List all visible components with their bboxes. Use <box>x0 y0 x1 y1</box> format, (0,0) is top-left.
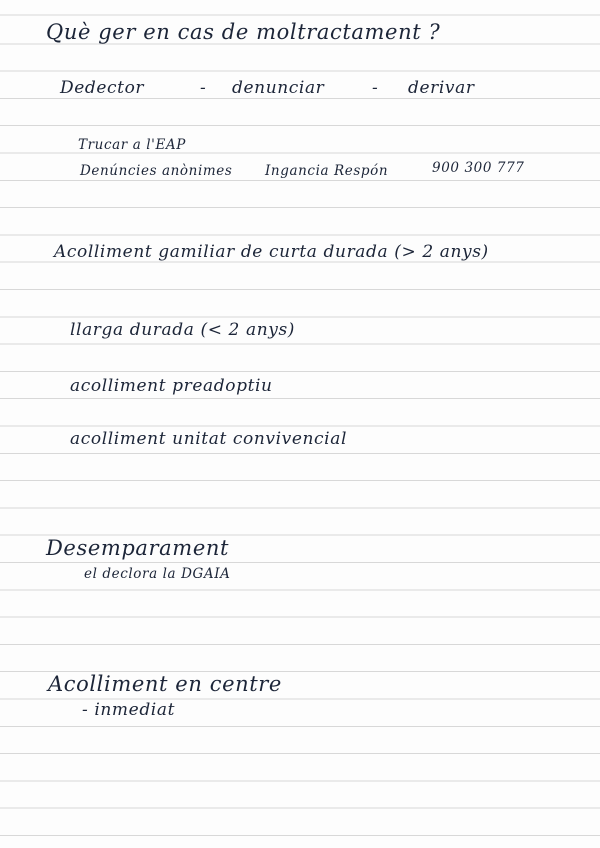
contact-phone: 900 300 777 <box>432 160 525 176</box>
step-report: denunciar <box>232 78 325 98</box>
center-title: Acolliment en centre <box>48 672 282 696</box>
step-refer: derivar <box>408 78 475 98</box>
step-dash: - <box>200 78 207 98</box>
abandonment-title: Desemparament <box>46 536 230 560</box>
contact-anonymous: Denúncies anònimes <box>80 163 233 179</box>
center-detail: - inmediat <box>82 700 176 720</box>
contact-call: Trucar a l'EAP <box>78 137 186 153</box>
page-title: Què ger en cas de moltractament ? <box>46 20 441 44</box>
contact-service: Ingancia Respón <box>265 163 389 179</box>
foster-pre-adoptive: acolliment preadoptiu <box>70 376 273 396</box>
step-detect: Dedector <box>60 78 145 98</box>
foster-short-term: Acolliment gamiliar de curta durada (> 2 anys) <box>54 242 489 262</box>
foster-cohabitation-unit: acolliment unitat convivencial <box>70 429 347 449</box>
step-dash: - <box>372 78 379 98</box>
abandonment-detail: el declora la DGAIA <box>84 566 231 582</box>
foster-long-term: llarga durada (< 2 anys) <box>70 320 296 340</box>
